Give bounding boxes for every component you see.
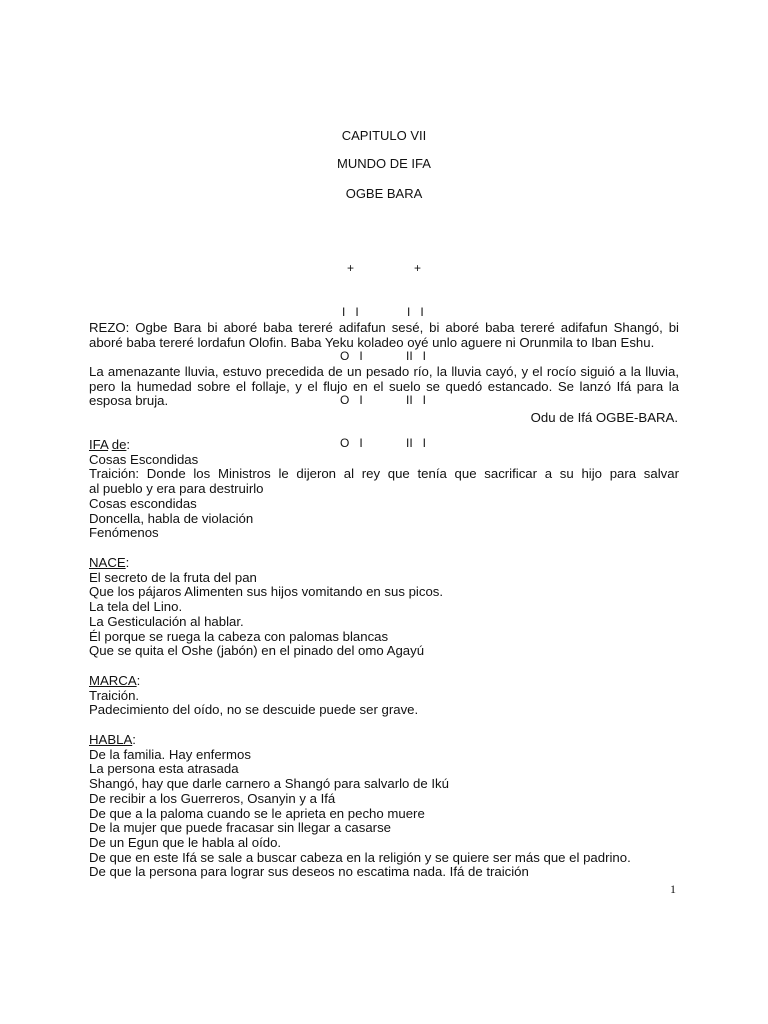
list-item: al pueblo y era para destruirlo bbox=[89, 481, 264, 497]
ifa-de-section bbox=[89, 438, 679, 541]
heading-marca: MARCA bbox=[89, 673, 137, 688]
odu-attribution: Odu de Ifá OGBE-BARA. bbox=[530, 410, 678, 425]
rezo-line: aboré baba tereré lordafun Olofin. Baba Yeku koladeo oyé unlo aguere ni Orunmila to Iban Eshu. bbox=[89, 334, 655, 350]
story-line: La amenazante lluvia, estuvo precedida de un pesado río, la lluvia cayó, y el rocío siguió a la lluvia, bbox=[89, 364, 679, 379]
section-heading bbox=[89, 733, 679, 748]
signature-row: II I bbox=[406, 436, 427, 451]
list-item: Shangó, hay que darle carnero a Shangó para salvarlo de Ikú bbox=[89, 776, 449, 792]
section-heading bbox=[89, 556, 679, 571]
section-heading bbox=[89, 438, 679, 453]
habla-section bbox=[89, 733, 679, 880]
heading-colon: : bbox=[132, 732, 136, 747]
list-item: La tela del Lino. bbox=[89, 599, 183, 615]
story-paragraph bbox=[89, 365, 679, 409]
heading-colon: : bbox=[125, 555, 130, 570]
list-item: De la mujer que puede fracasar sin llegar a casarse bbox=[89, 820, 392, 836]
page-number: 1 bbox=[670, 882, 676, 896]
list-item: Padecimiento del oído, no se descuide puede ser grave. bbox=[89, 702, 419, 718]
list-item: El secreto de la fruta del pan bbox=[89, 569, 257, 585]
signature-mark: + bbox=[414, 261, 422, 276]
signature-row: II I bbox=[406, 348, 427, 363]
heading-ifa: IFA bbox=[89, 437, 109, 452]
heading-colon: : bbox=[136, 673, 141, 688]
rezo-label: REZO: bbox=[89, 320, 130, 335]
signature-row: O I bbox=[340, 392, 363, 407]
signature-mark: + bbox=[347, 261, 355, 276]
story-line: pero la humedad sobre el follaje, y el flujo en el suelo se quedó estancado. Se lanzó Ifá para la bbox=[89, 378, 679, 394]
odu-title: OGBE BARA bbox=[345, 186, 423, 201]
list-item: De la familia. Hay enfermos bbox=[89, 746, 251, 762]
list-item: Que los pájaros Alimenten sus hijos vomitando en sus picos. bbox=[89, 584, 444, 600]
list-item: De recibir a los Guerreros, Osanyin y a Ifá bbox=[89, 790, 336, 806]
heading-colon: : bbox=[126, 437, 131, 452]
list-item: Fenómenos bbox=[89, 525, 159, 541]
list-item: Que se quita el Oshe (jabón) en el pinado del omo Agayú bbox=[89, 643, 425, 659]
list-item: De un Egun que le habla al oído. bbox=[89, 834, 282, 850]
list-item: De que en este Ifá se sale a buscar cabeza en la religión y se quiere ser más que el padrino. bbox=[89, 849, 631, 865]
list-item: La Gesticulación al hablar. bbox=[89, 613, 244, 629]
rezo-line bbox=[89, 321, 679, 336]
story-line: esposa bruja. bbox=[89, 393, 169, 409]
list-item: Cosas Escondidas bbox=[89, 451, 199, 467]
chapter-title: CAPITULO VII bbox=[341, 128, 427, 143]
list-item: Doncella, habla de violación bbox=[89, 510, 254, 526]
list-item: Traición. bbox=[89, 687, 140, 703]
nace-section bbox=[89, 556, 679, 659]
section-heading bbox=[89, 674, 679, 689]
signature-row: O I bbox=[340, 348, 363, 363]
list-item: La persona esta atrasada bbox=[89, 761, 239, 777]
rezo-text: Ogbe Bara bi aboré baba tereré adifafun sesé, bi aboré baba tereré adifafun Shangó, bi bbox=[129, 320, 679, 335]
signature-row: II I bbox=[406, 392, 427, 407]
list-item: Cosas escondidas bbox=[89, 495, 197, 511]
list-item: Traición: Donde los Ministros le dijeron al rey que tenía que sacrificar a su hijo para salvar bbox=[89, 466, 679, 482]
signature-row: O I bbox=[340, 436, 363, 451]
heading-habla: HABLA bbox=[89, 732, 133, 747]
section-title: MUNDO DE IFA bbox=[337, 156, 431, 171]
list-item: Él porque se ruega la cabeza con palomas blancas bbox=[89, 628, 389, 644]
heading-nace: NACE bbox=[89, 555, 126, 570]
rezo-paragraph bbox=[89, 321, 679, 350]
list-item: De que la persona para lograr sus deseos no escatima nada. Ifá de traición bbox=[89, 864, 529, 880]
list-item: De que a la paloma cuando se le aprieta en pecho muere bbox=[89, 805, 425, 821]
heading-de: de bbox=[111, 437, 127, 452]
marca-section bbox=[89, 674, 679, 718]
signature-row: I I bbox=[407, 304, 424, 319]
signature-row: I I bbox=[342, 304, 359, 319]
